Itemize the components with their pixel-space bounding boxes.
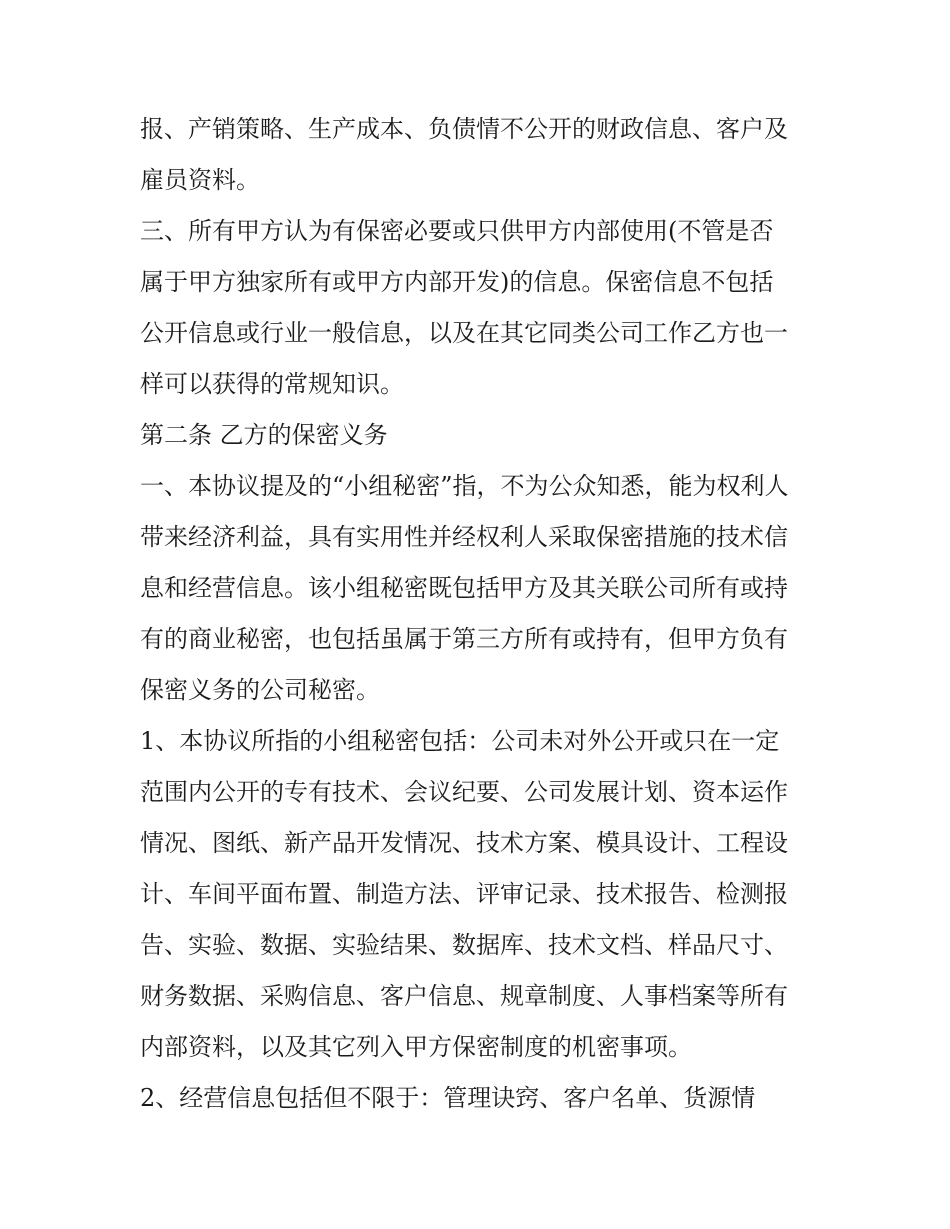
text-line: 息和经营信息。该小组秘密既包括甲方及其关联公司所有或持 [140, 574, 788, 602]
text-line: 样可以获得的常规知识。 [140, 370, 404, 398]
text-line: 保密义务的公司秘密。 [140, 676, 380, 704]
text-line: 财务数据、采购信息、客户信息、规章制度、人事档案等所有 [140, 982, 788, 1010]
text-line: 2、经营信息包括但不限于：管理诀窍、客户名单、货源情 [140, 1084, 756, 1112]
section-heading: 第二条 乙方的保密义务 [140, 421, 388, 449]
text-line: 报、产销策略、生产成本、负债情不公开的财政信息、客户及 [140, 115, 788, 143]
text-line: 内部资料，以及其它列入甲方保密制度的机密事项。 [140, 1033, 692, 1061]
text-line: 1、本协议所指的小组秘密包括：公司未对外公开或只在一定 [140, 727, 780, 755]
text-line: 情况、图纸、新产品开发情况、技术方案、模具设计、工程设 [140, 829, 788, 857]
text-line: 计、车间平面布置、制造方法、评审记录、技术报告、检测报 [140, 880, 788, 908]
text-line: 有的商业秘密，也包括虽属于第三方所有或持有，但甲方负有 [140, 625, 788, 653]
document-body [140, 104, 820, 1124]
text-line: 三、所有甲方认为有保密必要或只供甲方内部使用(不管是否 [140, 217, 774, 245]
text-line: 一、本协议提及的“小组秘密”指，不为公众知悉，能为权利人 [140, 472, 789, 500]
text-line: 带来经济利益，具有实用性并经权利人采取保密措施的技术信 [140, 523, 788, 551]
text-line: 公开信息或行业一般信息，以及在其它同类公司工作乙方也一 [140, 319, 788, 347]
text-line: 范围内公开的专有技术、会议纪要、公司发展计划、资本运作 [140, 778, 788, 806]
text-line: 雇员资料。 [140, 166, 260, 194]
text-line: 属于甲方独家所有或甲方内部开发)的信息。保密信息不包括 [140, 268, 774, 296]
text-line: 告、实验、数据、实验结果、数据库、技术文档、样品尺寸、 [140, 931, 788, 959]
